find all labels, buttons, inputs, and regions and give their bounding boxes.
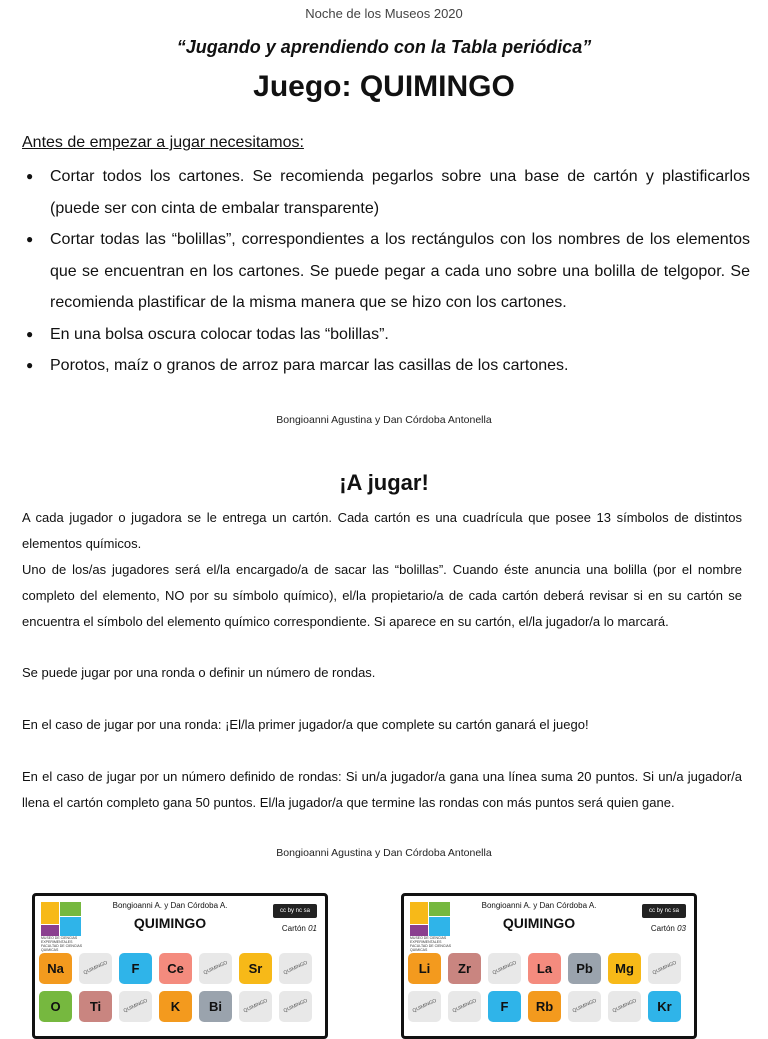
rules-text: Uno de los/as jugadores será el/la encargado/a de sacar las “bolillas”. Cuando éste anuncia una bolilla (por el nombre completo del elemento, NO por su símbolo químico), el/la propietario/a de cada cartón deberá revisar si en su cartón se encuentra el símbolo del elemento químico correspondiente. Si aparece en su cartón, el/la jugador/a lo marcará. [22,562,742,629]
museum-logo-icon [410,902,450,936]
list-item: ● Cortar todas las “bolillas”, correspondientes a los rectángulos con los nombres de los elementos que se encuentran en los cartones. Se puede pegar a cada uno sobre una bolilla de telgopor. Se recomienda plastificar de la misma manera que se hizo con los cartones. [22,224,750,319]
bingo-card [32,893,328,1039]
free-cell: QUIMINGO [488,953,521,984]
element-cell: Ti [79,991,112,1022]
element-cell: La [528,953,561,984]
card-authors: Bongioanni A. y Dan Córdoba A. [112,901,228,910]
rules-paragraph: En el caso de jugar por un número definido de rondas: Si un/a jugador/a gana una línea suma 20 puntos. Si un/a jugador/a llena el cartón completo gana 50 puntos. El/la jugador/a que termine las rondas con más puntos será quien gane. [22,769,742,810]
element-cell: Pb [568,953,601,984]
element-cell: F [488,991,521,1022]
free-cell: QUIMINGO [648,953,681,984]
element-cell: Mg [608,953,641,984]
free-cell: QUIMINGO [448,991,481,1022]
free-cell: QUIMINGO [279,953,312,984]
element-cell: Ce [159,953,192,984]
element-cell: Sr [239,953,272,984]
card-number: Cartón 01 [281,924,317,933]
element-cell: Na [39,953,72,984]
document-title: Juego: QUIMINGO [253,70,515,103]
rules-paragraph [22,505,742,635]
element-cell: Rb [528,991,561,1022]
museum-logo-text: MUSEO DE CIENCIAS EXPERIMENTALES FACULTAD DE CIENCIAS QUIMICAS [41,936,83,952]
free-cell: QUIMINGO [568,991,601,1022]
free-cell: QUIMINGO [279,991,312,1022]
bingo-card [401,893,697,1039]
creative-commons-icon: cc by nc sa [273,904,317,918]
section-heading: ¡A jugar! [339,470,429,495]
author-credit: Bongioanni Agustina y Dan Córdoba Antonella [276,414,492,426]
museum-logo-icon [41,902,81,936]
element-cell: F [119,953,152,984]
free-cell: QUIMINGO [408,991,441,1022]
preparation-label: Antes de empezar a jugar necesitamos: [22,134,304,151]
card-brand: QUIMINGO [133,915,207,931]
free-cell: QUIMINGO [199,953,232,984]
card-number: Cartón 03 [650,924,686,933]
rules-paragraph: Se puede jugar por una ronda o definir un número de rondas. [22,665,376,680]
rules-text: A cada jugador o jugadora se le entrega un cartón. Cada cartón es una cuadrícula que posee 13 símbolos de distintos elementos químicos. [22,510,742,551]
document-subtitle: “Jugando y aprendiendo con la Tabla periódica” [176,37,592,57]
preparation-list [22,161,750,382]
list-item: ● Cortar todos los cartones. Se recomienda pegarlos sobre una base de cartón y plastificarlos (puede ser con cinta de embalar transparente) [22,161,750,224]
element-cell: Zr [448,953,481,984]
museum-logo-text: MUSEO DE CIENCIAS EXPERIMENTALES FACULTAD DE CIENCIAS QUIMICAS [410,936,452,952]
list-item: ● En una bolsa oscura colocar todas las “bolillas”. [22,319,750,351]
free-cell: QUIMINGO [119,991,152,1022]
element-cell: O [39,991,72,1022]
element-cell: Bi [199,991,232,1022]
element-cell: Kr [648,991,681,1022]
event-header: Noche de los Museos 2020 [305,6,463,21]
rules-paragraph: En el caso de jugar por una ronda: ¡El/la primer jugador/a que complete su cartón ganará el juego! [22,717,589,732]
free-cell: QUIMINGO [239,991,272,1022]
free-cell: QUIMINGO [608,991,641,1022]
author-credit: Bongioanni Agustina y Dan Córdoba Antonella [276,847,492,859]
element-cell: K [159,991,192,1022]
card-brand: QUIMINGO [502,915,576,931]
free-cell: QUIMINGO [79,953,112,984]
element-cell: Li [408,953,441,984]
card-authors: Bongioanni A. y Dan Córdoba A. [481,901,597,910]
creative-commons-icon: cc by nc sa [642,904,686,918]
list-item: ● Porotos, maíz o granos de arroz para marcar las casillas de los cartones. [22,350,750,382]
